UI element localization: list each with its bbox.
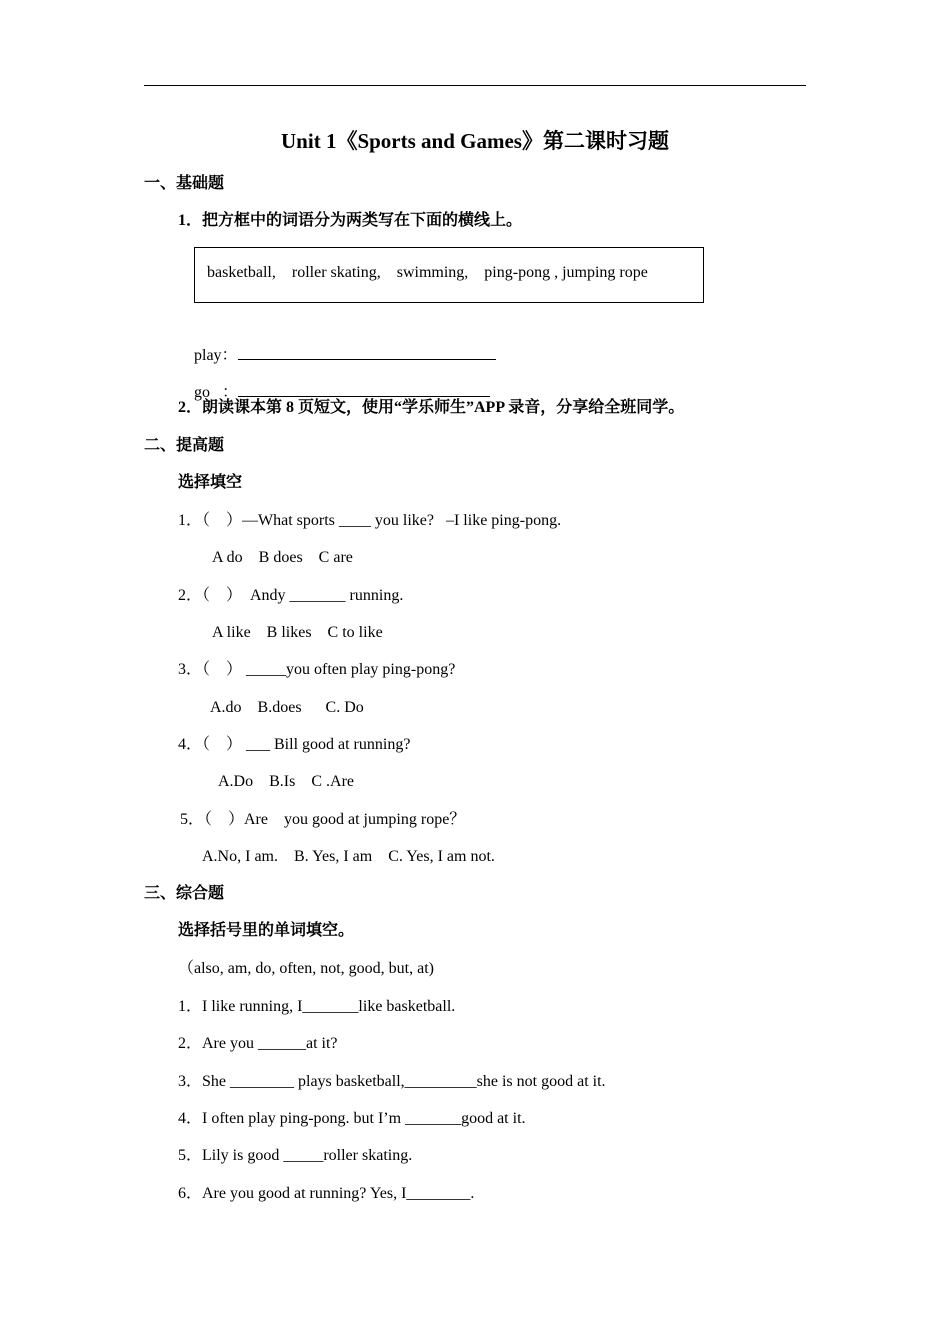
header-rule (144, 85, 806, 86)
choice-question-options: A like B likes C to like (212, 624, 383, 641)
choice-question-options: A do B does C are (212, 549, 353, 566)
fill-item: 4．I often play ping-pong. but I’m _______good at it. (178, 1110, 526, 1127)
question-2-prompt: 2．朗读课本第 8 页短文，使用“学乐师生”APP 录音，分享给全班同学。 (178, 399, 685, 416)
choice-question-options: A.do B.does C. Do (210, 699, 364, 716)
fill-item: 5．Lily is good _____roller skating. (178, 1147, 413, 1164)
choice-question-stem: 4．（ ） ___ Bill good at running? (178, 736, 411, 753)
fill-item: 3．She ________ plays basketball,_________she is not good at it. (178, 1073, 606, 1090)
fill-item: 1．I like running, I_______like basketball. (178, 998, 456, 1015)
fill-item: 6．Are you good at running? Yes, I________. (178, 1185, 475, 1202)
go-label: go ： (194, 384, 239, 401)
word-box-text: basketball, roller skating, swimming, ping-pong , jumping rope (207, 264, 648, 281)
play-row (186, 325, 496, 366)
choice-question-stem: 3．（ ） _____you often play ping-pong? (178, 661, 456, 678)
section-heading-advanced: 二、提高题 (144, 437, 225, 454)
fill-item: 2．Are you ______at it? (178, 1035, 338, 1052)
play-answer-blank[interactable] (238, 345, 496, 360)
question-1-prompt: 1．把方框中的词语分为两类写在下面的横线上。 (178, 212, 523, 229)
choice-question-stem: 5．（ ）Are you good at jumping rope？ (180, 811, 466, 828)
choice-question-options: A.No, I am. B. Yes, I am C. Yes, I am not. (202, 848, 495, 865)
section-subheading-choice: 选择填空 (178, 474, 243, 491)
section-subheading-fill: 选择括号里的单词填空。 (178, 922, 355, 939)
choice-question-stem: 2．（ ） Andy _______ running. (178, 587, 404, 604)
choice-question-options: A.Do B.Is C .Are (218, 773, 354, 790)
section-heading-comprehensive: 三、综合题 (144, 885, 225, 902)
go-answer-blank[interactable] (238, 382, 490, 397)
play-label: play： (194, 347, 238, 364)
word-bank: （also, am, do, often, not, good, but, at) (178, 960, 434, 977)
section-heading-basic: 一、基础题 (144, 175, 225, 192)
choice-question-stem: 1．（ ）—What sports ____ you like? –I like ping-pong. (178, 512, 562, 529)
go-row (186, 362, 490, 403)
word-box (194, 247, 704, 303)
page-title: Unit 1《Sports and Games》第二课时习题 (281, 129, 669, 153)
